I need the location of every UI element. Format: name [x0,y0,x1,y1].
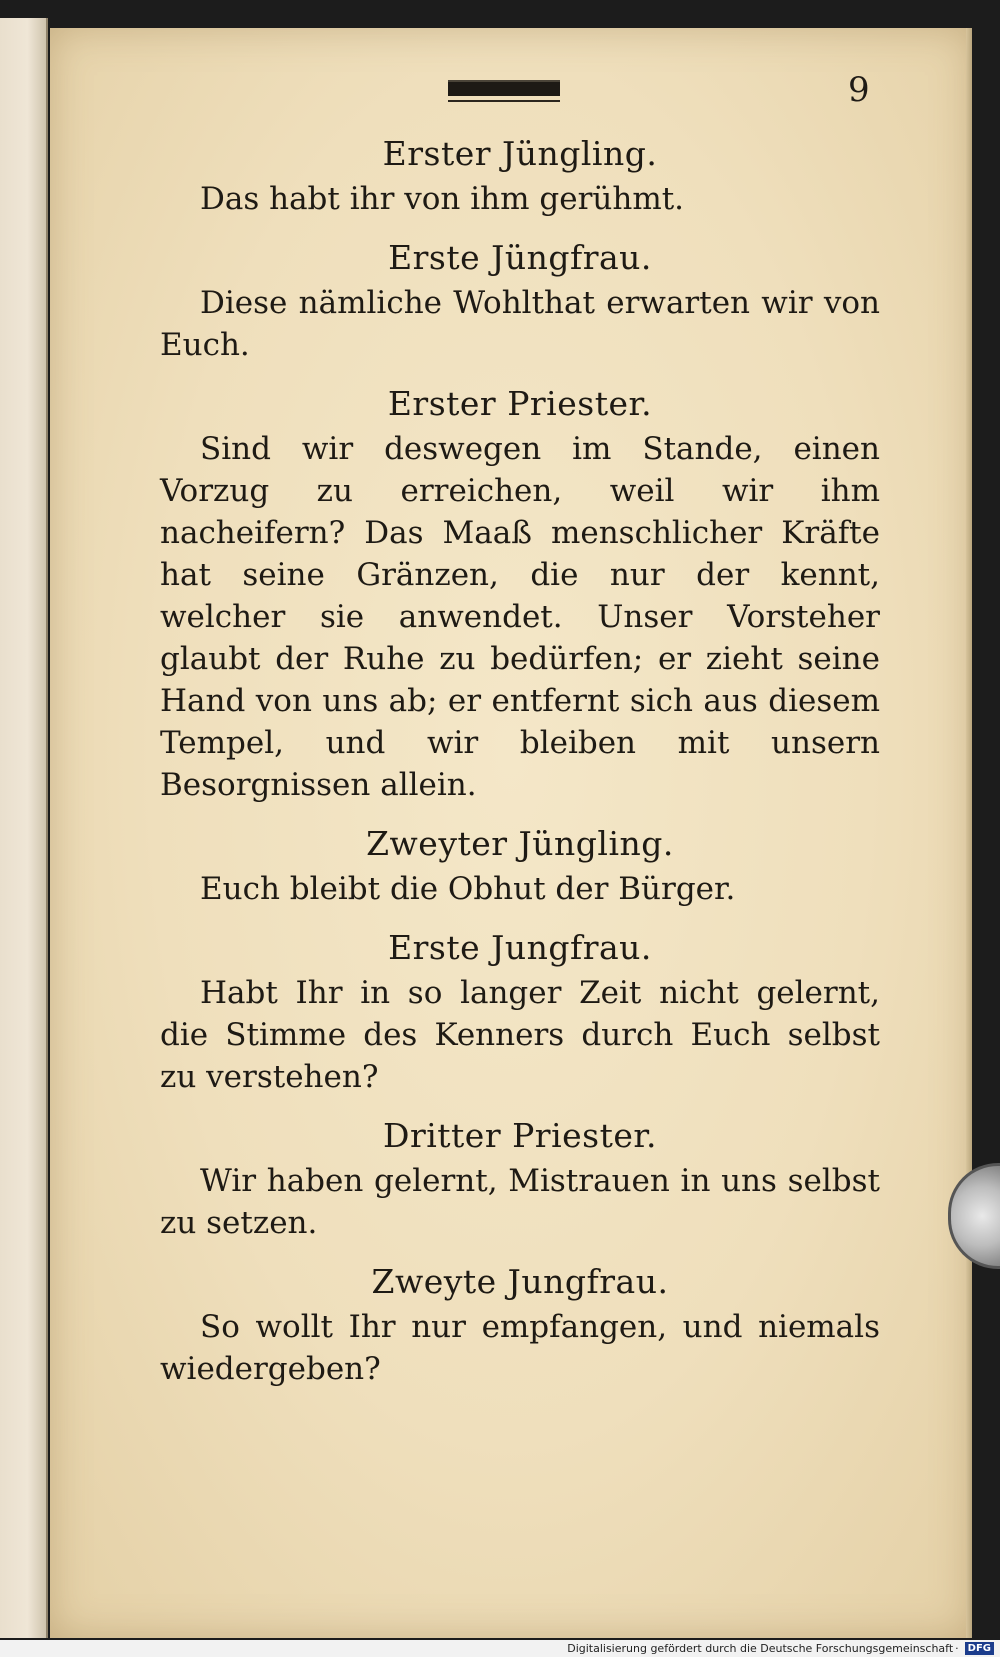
page-number: 9 [848,70,870,110]
page-edge [966,28,972,1638]
speaker-heading: Dritter Priester. [382,1116,658,1155]
text-block [160,130,880,1408]
speech-text: Sind wir deswegen im Stande, einen Vorzug zu erreichen, weil wir ihm nacheifern? Das Maaß menschlicher Kräfte hat seine Gränzen, die nur der kennt, welcher sie anwendet. Unser Vorsteher glaubt der Ruhe zu bedürfen; er zieht seine Hand von uns ab; er entfernt sich aus diesem Tempel, und wir bleiben mit unsern Besorgnissen allein. [160,431,880,803]
speech-text: Diese nämliche Wohlthat erwarten wir von Euch. [160,285,880,363]
speech-text: Das habt ihr von ihm gerühmt. [200,181,685,217]
digitization-footer: Digitalisierung gefördert durch die Deutsche Forschungsgemeinschaft · DFG [0,1640,1000,1657]
speaker-heading: Erster Priester. [387,384,653,423]
footer-credit: Digitalisierung gefördert durch die Deutsche Forschungsgemeinschaft [567,1642,954,1655]
speaker-heading: Zweyte Jungfrau. [371,1262,669,1301]
speech-text: Euch bleibt die Obhut der Bürger. [200,871,736,907]
speaker-heading: Erste Jungfrau. [388,928,652,967]
header-ornament-rule [448,80,560,96]
speaker-heading: Zweyter Jüngling. [366,824,674,863]
speaker-heading: Erste Jüngfrau. [388,238,652,277]
speech-text: So wollt Ihr nur empfangen, und niemals wiedergeben? [160,1309,880,1387]
speech-text: Wir haben gelernt, Mistrauen in uns selbst zu setzen. [160,1163,880,1241]
previous-page-edge [0,18,48,1638]
speaker-heading: Erster Jüngling. [382,134,658,173]
dfg-logo: DFG [965,1642,994,1655]
speech-text: Habt Ihr in so langer Zeit nicht gelernt, die Stimme des Kenners durch Euch selbst zu verstehen? [160,975,880,1095]
